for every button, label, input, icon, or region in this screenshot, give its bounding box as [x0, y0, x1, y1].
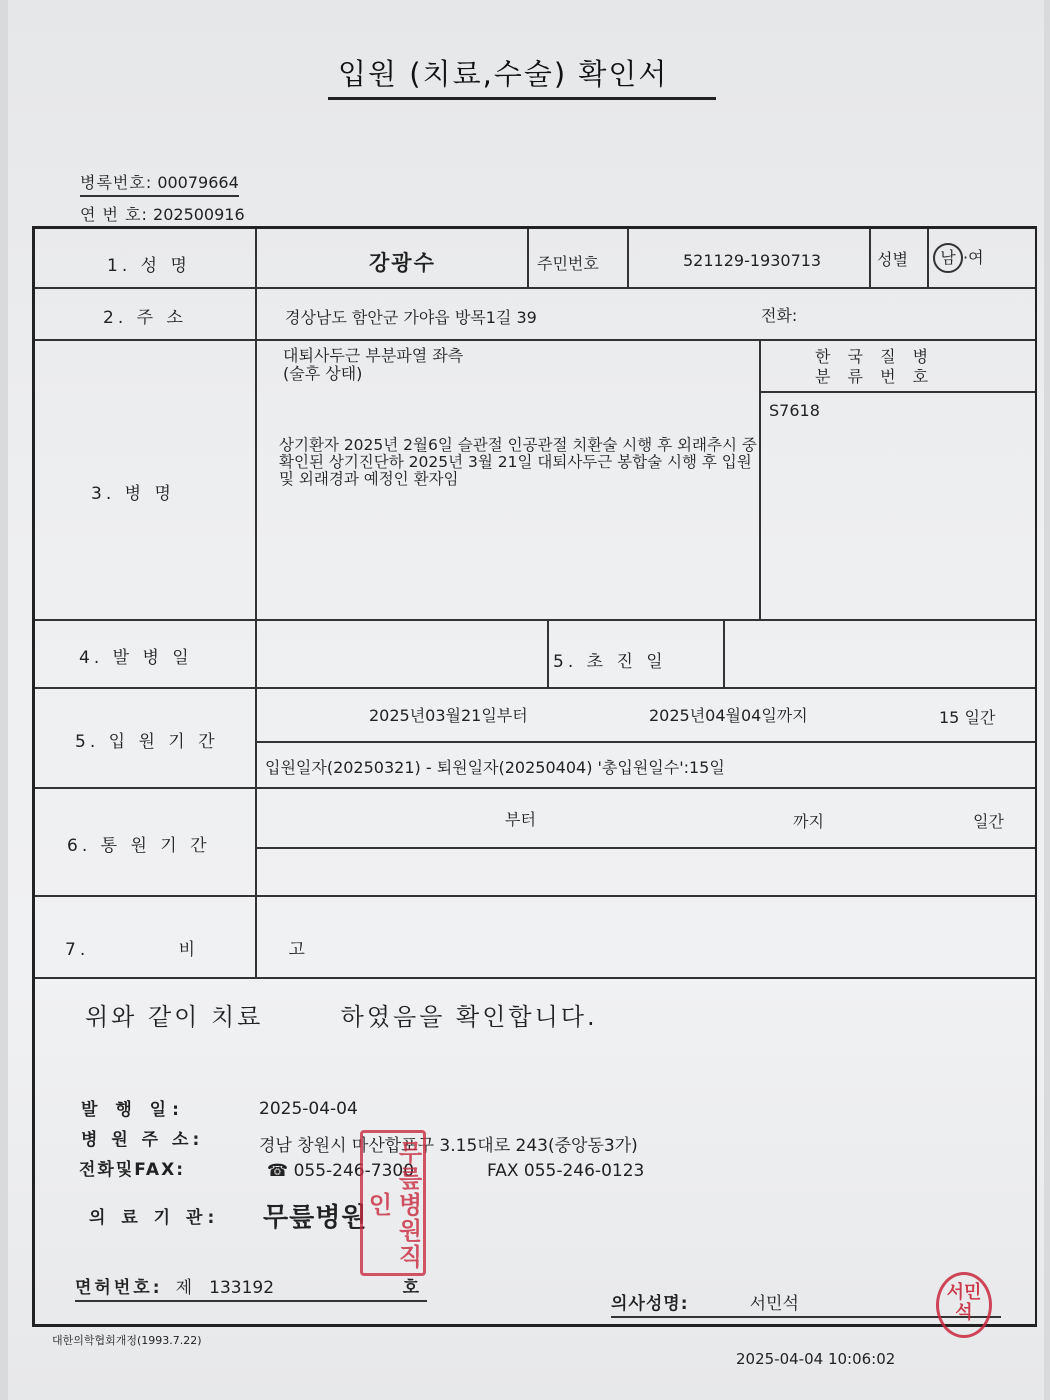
fax-number: 055-246-0123 [523, 1161, 645, 1181]
form-revision-note: 대한의학협회개정(1993.7.22) [52, 1334, 202, 1347]
diagnosis-label: 3. 병 명 [91, 484, 175, 504]
license-suffix: 호 [402, 1278, 419, 1298]
admission-from: 2025년03월21일부터 [369, 706, 528, 725]
hospital-fax [487, 1161, 644, 1181]
kcd-label-line1: 한 국 질 병 [815, 347, 935, 366]
sex-label: 성별 [877, 250, 908, 269]
license-value: 133192 [209, 1278, 275, 1298]
issue-date: 2025-04-04 [259, 1099, 358, 1119]
kcd-code-value: S7618 [769, 401, 820, 420]
institution-name: 무릎병원 [263, 1203, 368, 1233]
first-visit-label: 5. 초 진 일 [553, 652, 667, 672]
diagnosis-main-line1: 대퇴사두근 부분파열 좌측 [283, 346, 464, 365]
patient-address: 경상남도 함안군 가야읍 방목1길 39 [285, 308, 537, 327]
record-number [80, 170, 239, 197]
rrn-value: 521129-1930713 [683, 251, 822, 270]
doctor-name-label: 의사성명: [611, 1294, 689, 1314]
sex-options [933, 243, 984, 273]
certificate-paper [8, 0, 1044, 1400]
diagnosis-main-line2: (술후 상태) [283, 364, 363, 383]
record-number-label: 병록번호: [80, 173, 153, 192]
hospital-phone-number: 055-246-7300 [293, 1161, 415, 1181]
outpatient-days: 일간 [973, 812, 1004, 831]
sex-separator: · [963, 248, 969, 267]
admission-to: 2025년04월04일까지 [649, 706, 808, 725]
record-number-value: 00079664 [157, 173, 239, 192]
sex-female: 여 [968, 248, 984, 267]
hospital-address-label: 병 원 주 소: [81, 1130, 204, 1150]
confirmation-part2: 하였음을 확인합니다. [340, 1003, 598, 1031]
doctor-name: 서민석 [749, 1294, 799, 1314]
doctor-seal: 서민석 [936, 1272, 992, 1338]
address-label: 2. 주 소 [103, 308, 187, 328]
outpatient-from: 부터 [505, 810, 536, 829]
license-prefix: 제 [175, 1278, 193, 1298]
license-label: 면허번호: [75, 1278, 163, 1298]
telephone-icon: ☎ [267, 1161, 289, 1181]
document-title: 입원 (치료,수술) 확인서 [328, 52, 716, 100]
admission-days: 15 일간 [939, 708, 996, 727]
kcd-label-line2: 분 류 번 호 [815, 367, 935, 386]
institution-label: 의 료 기 관: [89, 1208, 220, 1228]
serial-number [80, 202, 245, 229]
diagnosis-main [283, 347, 463, 383]
diagnosis-description: 상기환자 2025년 2월6일 슬관절 인공관절 치환술 시행 후 외래추시 중 확인된 상기진단하 2025년 3월 21일 대퇴사두근 봉합술 시행 후 입원 및 외래경과 예정인 환자임 [279, 436, 757, 488]
sex-male-circled: 남 [933, 243, 963, 273]
certificate-table [32, 226, 1037, 1327]
remarks-label: 7. 비 고 [65, 940, 309, 960]
onset-date-label: 4. 발 병 일 [79, 648, 193, 668]
admission-period-label: 5. 입 원 기 간 [75, 732, 219, 752]
outpatient-period-label: 6. 통 원 기 간 [67, 836, 211, 856]
hospital-address: 경남 창원시 마산합포구 3.15대로 243(중앙동3가) [259, 1136, 638, 1156]
print-timestamp: 2025-04-04 10:06:02 [736, 1350, 896, 1368]
name-label: 1. 성 명 [107, 256, 191, 276]
serial-number-label: 연 번 호: [80, 205, 148, 224]
license-number [75, 1273, 427, 1302]
phone-label: 전화: [761, 306, 798, 325]
kcd-code-label [815, 347, 934, 387]
admission-summary: 입원일자(20250321) - 퇴원일자(20250404) '총입원일수':15일 [265, 758, 725, 777]
outpatient-to: 까지 [793, 812, 824, 831]
hospital-official-stamp: 무릎병원직인 [360, 1130, 426, 1276]
rrn-label: 주민번호 [537, 254, 599, 273]
phone-fax-label: 전화및FAX: [79, 1160, 185, 1180]
confirmation-text [85, 997, 598, 1032]
fax-label: FAX [487, 1161, 519, 1181]
serial-number-value: 202500916 [153, 205, 245, 224]
confirmation-part1: 위와 같이 치료 [85, 1003, 264, 1031]
issue-date-label: 발 행 일: [81, 1100, 185, 1120]
patient-name: 강광수 [369, 251, 436, 275]
